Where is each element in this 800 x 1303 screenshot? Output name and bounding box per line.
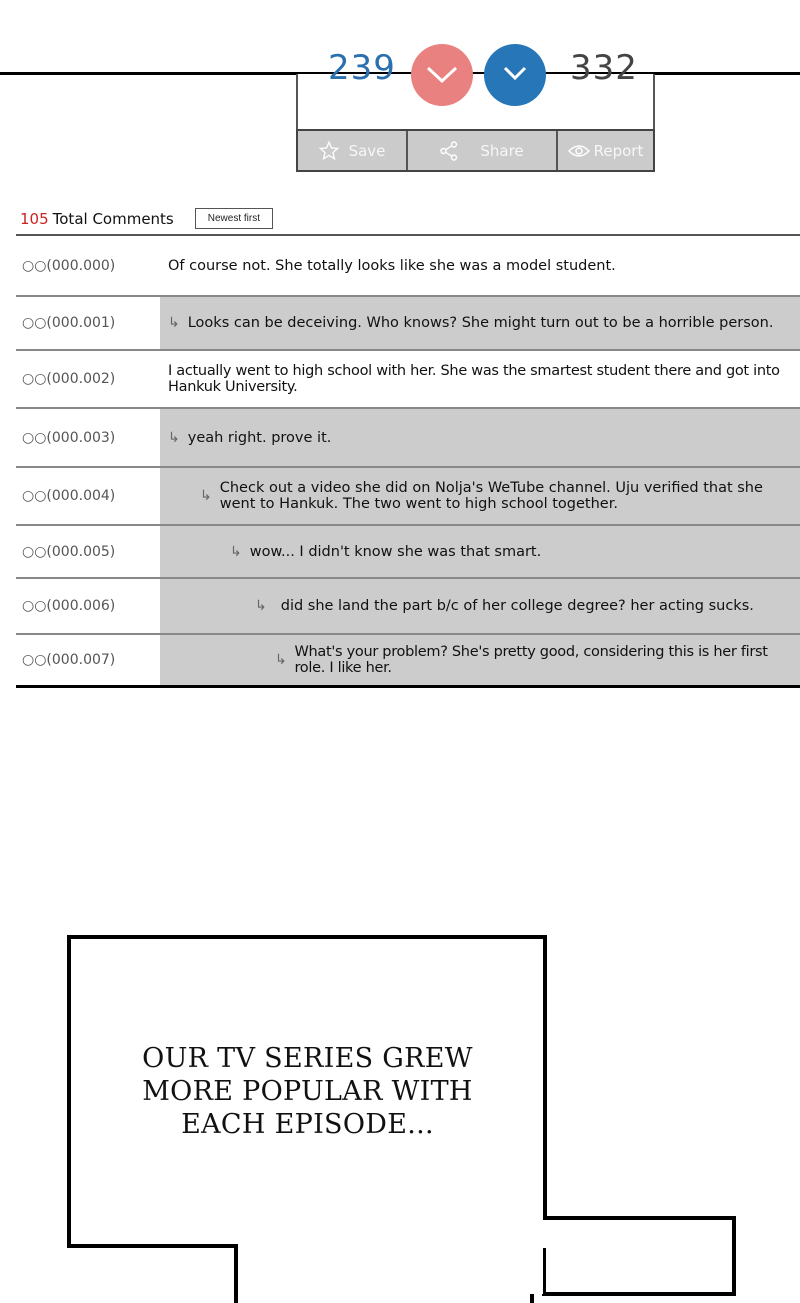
downvote-count: 332: [570, 48, 638, 88]
comment-row: [16, 297, 800, 351]
save-button[interactable]: [298, 131, 406, 170]
comment-row: [16, 635, 800, 688]
comment-text: Looks can be deceiving. Who knows? She might turn out to be a horrible person.: [187, 315, 774, 331]
heart-icon: [426, 66, 458, 84]
action-bar: [296, 129, 655, 172]
report-button[interactable]: [556, 131, 653, 170]
comment-user: ○○(000.007): [22, 652, 116, 668]
sort-newest-button[interactable]: Newest first: [195, 208, 273, 229]
comment-user: ○○(000.003): [22, 429, 116, 446]
comment-user: ○○(000.000): [22, 257, 116, 274]
panel-fill: [546, 1216, 734, 1286]
comment-user: ○○(000.005): [22, 543, 116, 560]
comment-row: [16, 351, 800, 409]
comment-body: [160, 236, 800, 295]
upvote-count: 239: [328, 48, 396, 88]
heart-button[interactable]: [411, 44, 473, 106]
reply-arrow-icon: ↳: [168, 429, 180, 446]
comment-body: [160, 297, 800, 349]
comment-user: ○○(000.001): [22, 315, 116, 331]
panel-fill: [238, 1244, 543, 1294]
comment-body: [160, 579, 800, 633]
reply-arrow-icon: ↳: [275, 652, 287, 668]
vote-box: [296, 48, 655, 130]
panel-edge: [234, 1244, 238, 1284]
reply-arrow-icon: ↳: [255, 598, 267, 614]
share-icon: [440, 141, 458, 161]
comment-text: did she land the part b/c of her college degree? her acting sucks.: [280, 598, 754, 614]
comment-body: [160, 351, 800, 407]
comment-body: [160, 526, 800, 577]
comment-text: What's your problem? She's pretty good, considering this is her first role. I like her.: [294, 644, 768, 676]
comment-count-label: Total Comments: [52, 209, 174, 228]
comment-body: [160, 409, 800, 466]
comment-text: Of course not. She totally looks like she was a model student.: [168, 257, 616, 274]
eye-icon: [568, 144, 590, 158]
star-icon: [319, 141, 339, 160]
comment-user: ○○(000.002): [22, 371, 116, 387]
reply-arrow-icon: ↳: [230, 543, 242, 560]
reply-arrow-icon: ↳: [168, 315, 180, 331]
comment-row: [16, 468, 800, 526]
download-button[interactable]: [484, 44, 546, 106]
comment-body: [160, 635, 800, 685]
panel-edge: [543, 1216, 736, 1220]
comments-header: [20, 208, 273, 229]
share-button[interactable]: [406, 131, 556, 170]
comment-user: ○○(000.004): [22, 488, 116, 504]
panel-edge: [543, 935, 547, 1220]
panel-caption: OUR TV SERIES GREW MORE POPULAR WITH EACH EPISODE...: [142, 1043, 473, 1140]
download-icon: [499, 66, 531, 84]
share-label: Share: [480, 141, 524, 160]
report-label: Report: [593, 141, 644, 160]
comment-row: [16, 579, 800, 635]
save-label: Save: [348, 141, 386, 160]
comment-text: yeah right. prove it.: [187, 429, 332, 446]
comment-row: [16, 409, 800, 468]
comment-list: [16, 236, 800, 688]
panel-edge: [732, 1216, 736, 1286]
comment-user: ○○(000.006): [22, 598, 116, 614]
comment-row: [16, 526, 800, 579]
comment-body: [160, 468, 800, 524]
comment-text: Check out a video she did on Nolja's WeTube channel. Uju verified that she went to Hankuk. The two went to high school together.: [219, 480, 763, 512]
comment-row: [16, 236, 800, 297]
panel-edge: [71, 1244, 238, 1248]
comment-count: 105: [20, 209, 49, 228]
comment-text: wow... I didn't know she was that smart.: [249, 543, 542, 560]
comment-text: I actually went to high school with her. She was the smartest student there and got into Hankuk University.: [168, 363, 780, 395]
reply-arrow-icon: ↳: [200, 488, 212, 504]
